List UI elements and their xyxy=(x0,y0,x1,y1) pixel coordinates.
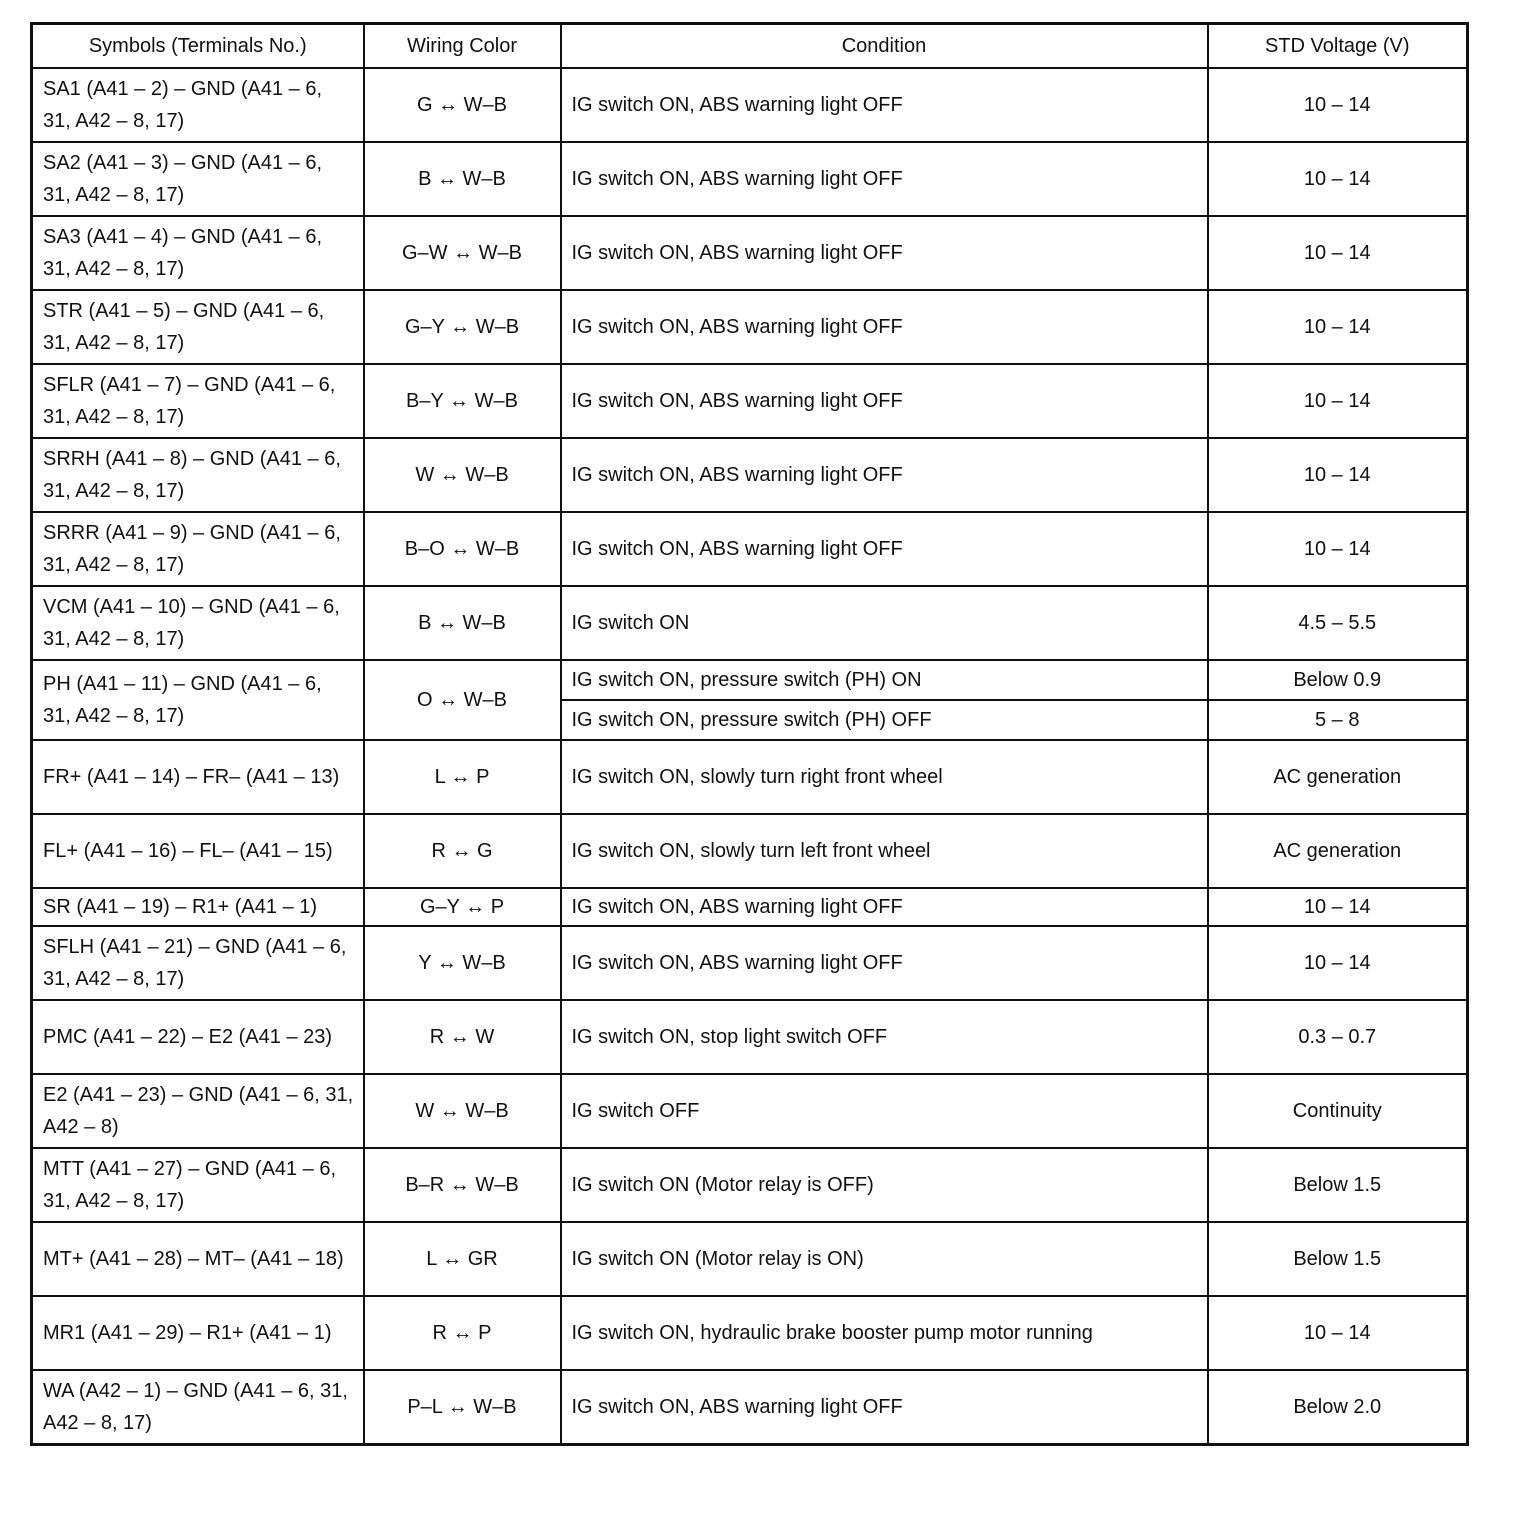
symbol-cell: SR (A41 – 19) – R1+ (A41 – 1) xyxy=(32,888,364,926)
table-row xyxy=(32,68,1468,142)
header-condition: Condition xyxy=(561,24,1208,69)
condition-cell: IG switch ON, ABS warning light OFF xyxy=(561,364,1208,438)
wiring-cell: G–Y ↔ P xyxy=(364,888,561,926)
voltage-cell: Below 0.9 xyxy=(1208,660,1468,700)
symbol-cell: VCM (A41 – 10) – GND (A41 – 6, 31, A42 – 8, 17) xyxy=(32,586,364,660)
symbol-cell: PMC (A41 – 22) – E2 (A41 – 23) xyxy=(32,1000,364,1074)
table-row xyxy=(32,364,1468,438)
condition-cell: IG switch ON, ABS warning light OFF xyxy=(561,68,1208,142)
symbol-cell: SFLH (A41 – 21) – GND (A41 – 6, 31, A42 – 8, 17) xyxy=(32,926,364,1000)
condition-cell: IG switch ON, ABS warning light OFF xyxy=(561,142,1208,216)
voltage-cell: AC generation xyxy=(1208,814,1468,888)
condition-cell: IG switch ON, stop light switch OFF xyxy=(561,1000,1208,1074)
wiring-cell: R ↔ W xyxy=(364,1000,561,1074)
symbol-cell: FL+ (A41 – 16) – FL– (A41 – 15) xyxy=(32,814,364,888)
voltage-cell: AC generation xyxy=(1208,740,1468,814)
wiring-cell: O ↔ W–B xyxy=(364,660,561,740)
table-row xyxy=(32,142,1468,216)
condition-cell: IG switch ON, pressure switch (PH) OFF xyxy=(561,700,1208,740)
wiring-cell: G ↔ W–B xyxy=(364,68,561,142)
table-row xyxy=(32,1370,1468,1445)
voltage-cell: 0.3 – 0.7 xyxy=(1208,1000,1468,1074)
header-wiring-color: Wiring Color xyxy=(364,24,561,69)
voltage-cell: 10 – 14 xyxy=(1208,512,1468,586)
voltage-cell: 4.5 – 5.5 xyxy=(1208,586,1468,660)
condition-cell: IG switch ON (Motor relay is ON) xyxy=(561,1222,1208,1296)
voltage-cell: 10 – 14 xyxy=(1208,290,1468,364)
table-row xyxy=(32,1296,1468,1370)
symbol-cell: MR1 (A41 – 29) – R1+ (A41 – 1) xyxy=(32,1296,364,1370)
condition-cell: IG switch ON, ABS warning light OFF xyxy=(561,926,1208,1000)
table-row xyxy=(32,1148,1468,1222)
table-row xyxy=(32,586,1468,660)
voltage-cell: 10 – 14 xyxy=(1208,216,1468,290)
header-std-voltage: STD Voltage (V) xyxy=(1208,24,1468,69)
symbol-cell: SA3 (A41 – 4) – GND (A41 – 6, 31, A42 – 8, 17) xyxy=(32,216,364,290)
symbol-cell: WA (A42 – 1) – GND (A41 – 6, 31, A42 – 8, 17) xyxy=(32,1370,364,1445)
symbol-cell: MTT (A41 – 27) – GND (A41 – 6, 31, A42 – 8, 17) xyxy=(32,1148,364,1222)
table-row xyxy=(32,216,1468,290)
symbol-cell: SRRR (A41 – 9) – GND (A41 – 6, 31, A42 – 8, 17) xyxy=(32,512,364,586)
symbol-cell: PH (A41 – 11) – GND (A41 – 6, 31, A42 – 8, 17) xyxy=(32,660,364,740)
voltage-cell: Below 2.0 xyxy=(1208,1370,1468,1445)
symbol-cell: E2 (A41 – 23) – GND (A41 – 6, 31, A42 – 8) xyxy=(32,1074,364,1148)
header-symbols: Symbols (Terminals No.) xyxy=(32,24,364,69)
voltage-cell: 10 – 14 xyxy=(1208,364,1468,438)
voltage-cell: 10 – 14 xyxy=(1208,438,1468,512)
terminal-voltage-table xyxy=(30,22,1469,1446)
wiring-cell: B–O ↔ W–B xyxy=(364,512,561,586)
symbol-cell: FR+ (A41 – 14) – FR– (A41 – 13) xyxy=(32,740,364,814)
voltage-cell: 10 – 14 xyxy=(1208,926,1468,1000)
wiring-cell: L ↔ P xyxy=(364,740,561,814)
table-row xyxy=(32,512,1468,586)
wiring-cell: B–Y ↔ W–B xyxy=(364,364,561,438)
wiring-cell: W ↔ W–B xyxy=(364,438,561,512)
condition-cell: IG switch ON, ABS warning light OFF xyxy=(561,290,1208,364)
table-row xyxy=(32,290,1468,364)
table-row xyxy=(32,1000,1468,1074)
table-row xyxy=(32,438,1468,512)
condition-cell: IG switch ON, slowly turn right front wheel xyxy=(561,740,1208,814)
voltage-cell: 10 – 14 xyxy=(1208,68,1468,142)
table-row xyxy=(32,1222,1468,1296)
wiring-cell: B ↔ W–B xyxy=(364,142,561,216)
condition-cell: IG switch ON, hydraulic brake booster pump motor running xyxy=(561,1296,1208,1370)
condition-cell: IG switch ON, ABS warning light OFF xyxy=(561,216,1208,290)
symbol-cell: STR (A41 – 5) – GND (A41 – 6, 31, A42 – 8, 17) xyxy=(32,290,364,364)
symbol-cell: SA2 (A41 – 3) – GND (A41 – 6, 31, A42 – 8, 17) xyxy=(32,142,364,216)
condition-cell: IG switch ON, slowly turn left front wheel xyxy=(561,814,1208,888)
wiring-cell: W ↔ W–B xyxy=(364,1074,561,1148)
voltage-cell: 5 – 8 xyxy=(1208,700,1468,740)
wiring-cell: R ↔ G xyxy=(364,814,561,888)
table-row xyxy=(32,660,1468,700)
table-row xyxy=(32,740,1468,814)
wiring-cell: Y ↔ W–B xyxy=(364,926,561,1000)
condition-cell: IG switch ON, ABS warning light OFF xyxy=(561,888,1208,926)
voltage-cell: Below 1.5 xyxy=(1208,1222,1468,1296)
condition-cell: IG switch ON, ABS warning light OFF xyxy=(561,1370,1208,1445)
condition-cell: IG switch ON xyxy=(561,586,1208,660)
condition-cell: IG switch ON, ABS warning light OFF xyxy=(561,438,1208,512)
wiring-cell: G–W ↔ W–B xyxy=(364,216,561,290)
voltage-cell: Below 1.5 xyxy=(1208,1148,1468,1222)
table-row xyxy=(32,814,1468,888)
wiring-cell: R ↔ P xyxy=(364,1296,561,1370)
condition-cell: IG switch OFF xyxy=(561,1074,1208,1148)
symbol-cell: SFLR (A41 – 7) – GND (A41 – 6, 31, A42 – 8, 17) xyxy=(32,364,364,438)
symbol-cell: MT+ (A41 – 28) – MT– (A41 – 18) xyxy=(32,1222,364,1296)
voltage-cell: Continuity xyxy=(1208,1074,1468,1148)
table-row xyxy=(32,926,1468,1000)
condition-cell: IG switch ON, ABS warning light OFF xyxy=(561,512,1208,586)
condition-cell: IG switch ON (Motor relay is OFF) xyxy=(561,1148,1208,1222)
symbol-cell: SRRH (A41 – 8) – GND (A41 – 6, 31, A42 – 8, 17) xyxy=(32,438,364,512)
table-row xyxy=(32,1074,1468,1148)
wiring-cell: B–R ↔ W–B xyxy=(364,1148,561,1222)
table-row xyxy=(32,888,1468,926)
voltage-cell: 10 – 14 xyxy=(1208,1296,1468,1370)
header-row xyxy=(32,24,1468,69)
wiring-cell: G–Y ↔ W–B xyxy=(364,290,561,364)
wiring-cell: P–L ↔ W–B xyxy=(364,1370,561,1445)
voltage-cell: 10 – 14 xyxy=(1208,142,1468,216)
voltage-cell: 10 – 14 xyxy=(1208,888,1468,926)
wiring-cell: B ↔ W–B xyxy=(364,586,561,660)
condition-cell: IG switch ON, pressure switch (PH) ON xyxy=(561,660,1208,700)
symbol-cell: SA1 (A41 – 2) – GND (A41 – 6, 31, A42 – 8, 17) xyxy=(32,68,364,142)
wiring-cell: L ↔ GR xyxy=(364,1222,561,1296)
